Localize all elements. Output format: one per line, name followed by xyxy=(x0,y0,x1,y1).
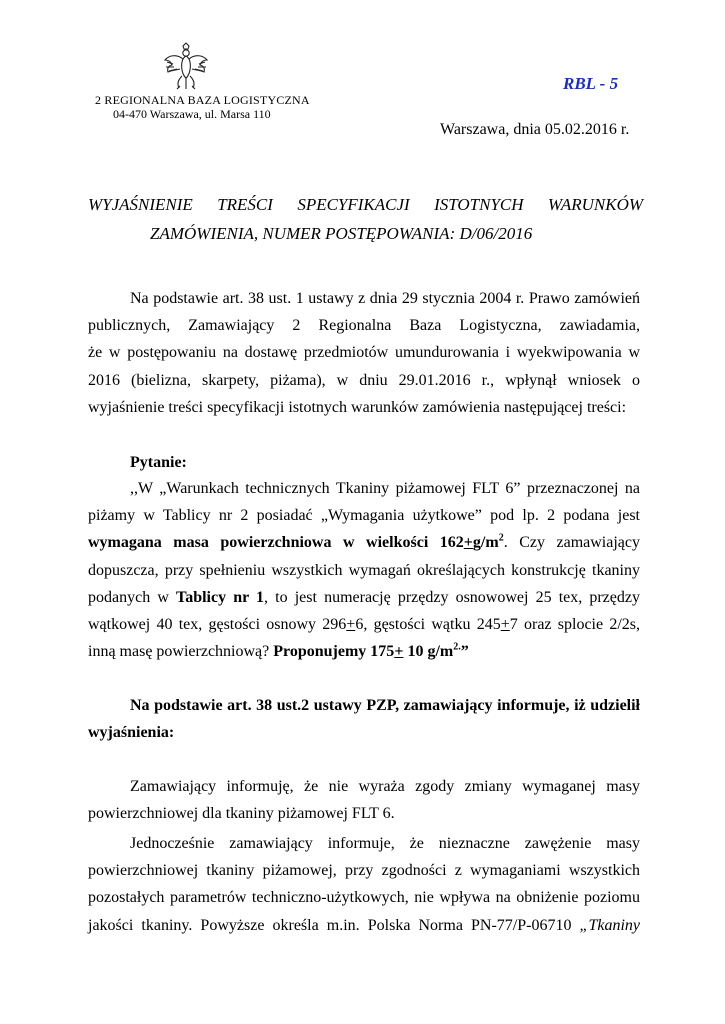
text-segment: wątkowej 40 tex, gęstości osnowy 296 xyxy=(88,616,347,634)
title-word: TREŚCI xyxy=(217,195,273,214)
text-segment: . Czy zamawiający xyxy=(503,534,640,552)
plus-minus-sign: + xyxy=(500,616,510,634)
text-segment: 6, gęstości wątku 245 xyxy=(355,616,501,634)
text-segment: jakości tkaniny. Powyższe określa m.in. Polska Norma PN-77/P-06710 xyxy=(88,916,580,934)
bold-text: 10 g/m xyxy=(403,643,454,661)
document-title xyxy=(88,190,643,248)
text-line: dopuszcza, przy spełnieniu wszystkich wymagań określających konstrukcję tkaniny xyxy=(88,561,640,579)
text-segment: inną masę powierzchniową? xyxy=(88,643,274,661)
answer-paragraph-1 xyxy=(88,773,640,827)
italic-text: „Tkaniny xyxy=(579,916,640,934)
title-line-2: ZAMÓWIENIA, NUMER POSTĘPOWANIA: D/06/2016 xyxy=(150,224,533,243)
bold-text: wymagana masa powierzchniowa w wielkości 162 xyxy=(88,534,464,552)
text-line: pozostałych parametrów techniczno-użytkowych, nie wpływa na obniżenie poziomu xyxy=(88,889,640,907)
text-line: powierzchniowej dla tkaniny piżamowej FLT 6. xyxy=(88,805,395,823)
text-line xyxy=(88,611,640,638)
plus-minus-sign: + xyxy=(346,616,356,634)
text-line: Zamawiający informuję, że nie wyraża zgody zmiany wymaganej masy xyxy=(130,778,640,795)
text-line: publicznych, Zamawiający 2 Regionalna Baza Logistyczna, zawiadamia, xyxy=(88,317,640,335)
text-line xyxy=(88,529,640,556)
text-line: ,,W „Warunkach technicznych Tkaniny piżamowej FLT 6” przeznaczonej na xyxy=(130,480,640,497)
text-line: wyjaśnienia: xyxy=(88,724,175,742)
plus-minus-sign: + xyxy=(394,643,404,661)
polish-eagle-icon xyxy=(163,42,209,90)
document-reference: RBL - 5 xyxy=(563,74,619,93)
plus-minus-sign: + xyxy=(463,534,473,552)
text-line: 2016 (bielizna, skarpety, piżama), w dniu 29.01.2016 r., wpłynął wniosek o xyxy=(88,371,640,389)
bold-text: Tablicy nr 1 xyxy=(176,588,265,606)
superscript: 2. xyxy=(453,641,461,653)
text-line: Na podstawie art. 38 ust.2 ustawy PZP, zamawiający informuje, iż udzielił xyxy=(130,697,640,714)
text-segment: podanych w xyxy=(88,588,176,606)
intro-paragraph xyxy=(88,285,640,421)
text-line xyxy=(88,584,640,611)
text-line: Jednocześnie zamawiający informuje, że nieznaczne zawężenie masy xyxy=(130,835,640,852)
text-line: Na podstawie art. 38 ust. 1 ustawy z dnia 29 stycznia 2004 r. Prawo zamówień xyxy=(130,290,640,307)
title-word: WARUNKÓW xyxy=(547,195,644,214)
answer-paragraph-2 xyxy=(88,830,640,939)
bold-text: Proponujemy 175 xyxy=(273,643,395,661)
title-word: ISTOTNYCH xyxy=(434,195,524,214)
text-segment: , to jest numerację przędzy osnowowej 25 tex, przędzy xyxy=(264,588,640,606)
title-word: WYJAŚNIENIE xyxy=(88,195,193,214)
superscript: 2 xyxy=(498,533,504,545)
organization-name: 2 REGIONALNA BAZA LOGISTYCZNA xyxy=(95,93,310,107)
text-line: że w postępowaniu na dostawę przedmiotów umundurowania i wyekwipowania w xyxy=(88,344,640,362)
text-line xyxy=(88,638,640,665)
text-line xyxy=(88,912,640,939)
place-date: Warszawa, dnia 05.02.2016 r. xyxy=(440,121,630,138)
text-segment: 7 oraz splocie 2/2s, xyxy=(509,616,641,634)
unit-text: g/m xyxy=(472,534,499,552)
text-line: powierzchniowej tkaniny piżamowej, przy zgodności z wymaganiami wszystkich xyxy=(88,862,640,880)
title-line-1 xyxy=(88,190,643,219)
question-heading: Pytanie: xyxy=(130,454,187,471)
decision-paragraph xyxy=(88,692,640,746)
text-line: piżamy w Tablicy nr 2 posiadać „Wymagania użytkowe” pod lp. 2 podana jest xyxy=(88,507,640,525)
title-word: SPECYFIKACJI xyxy=(297,195,410,214)
question-paragraph xyxy=(88,475,640,665)
organization-address: 04-470 Warszawa, ul. Marsa 110 xyxy=(113,107,271,121)
closing-quote: ” xyxy=(460,643,469,661)
text-line: wyjaśnienie treści specyfikacji istotnych warunków zamówienia następującej treści: xyxy=(88,398,627,416)
